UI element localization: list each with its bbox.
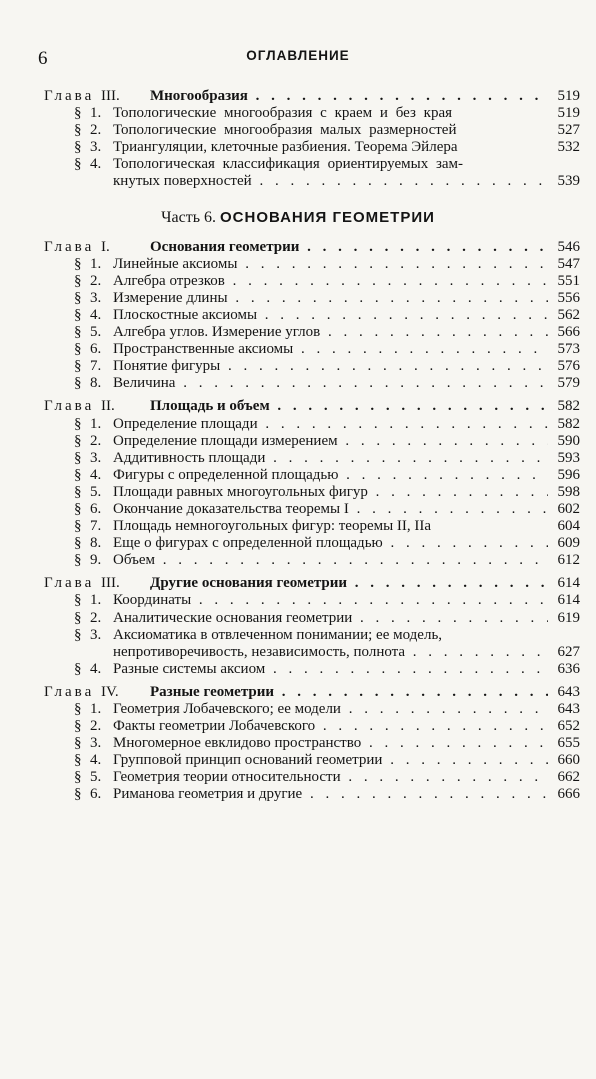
section-sign: §: [74, 626, 82, 643]
entry-text: Алгебра углов. Измерение углов . . .: [113, 324, 548, 341]
page-ref: 609: [557, 535, 580, 552]
section-number: 6.: [90, 786, 102, 803]
toc-entry: [0, 592, 596, 609]
chapter-label: Глава II.: [44, 398, 115, 415]
section-sign: §: [74, 306, 82, 323]
toc-chapter: [0, 575, 596, 592]
section-number: 1.: [90, 415, 102, 432]
section-sign: §: [74, 466, 82, 483]
page-ref: 604: [557, 518, 580, 535]
chapter-label: Глава I.: [44, 238, 110, 255]
page-ref: 582: [557, 398, 580, 415]
section-number: 1.: [90, 592, 102, 609]
section-number: 2.: [90, 609, 102, 626]
section-sign: §: [74, 272, 82, 289]
toc-entry: [0, 324, 596, 341]
toc-entry: [0, 518, 596, 535]
section-sign: §: [74, 769, 82, 786]
page-ref: 551: [557, 272, 580, 289]
section-number: 5.: [90, 483, 102, 500]
toc-chapter: [0, 398, 596, 415]
section-number: 1.: [90, 105, 102, 122]
entry-text: Площадь немногоугольных фигур: теоремы II, IIa: [113, 518, 432, 535]
toc-entry: [0, 256, 596, 273]
section-number: 4.: [90, 156, 102, 173]
section-number: 8.: [90, 535, 102, 552]
section-sign: §: [74, 718, 82, 735]
toc-chapter: [0, 239, 596, 256]
part-title: ОСНОВАНИЯ ГЕОМЕТРИИ: [220, 208, 435, 226]
part-heading: [0, 203, 596, 233]
section-sign: §: [74, 535, 82, 552]
toc-entry: [0, 769, 596, 786]
page-ref: 643: [557, 701, 580, 717]
toc-entry: [0, 156, 596, 173]
entry-text: кнутых поверхностей . . .: [113, 173, 548, 190]
section-sign: §: [74, 358, 82, 375]
page-ref: 532: [557, 139, 580, 156]
section-sign: §: [74, 105, 82, 122]
section-sign: §: [74, 375, 82, 392]
chapter-label: Глава IV.: [44, 683, 119, 700]
page-ref: 593: [557, 449, 580, 466]
page-ref: 576: [557, 358, 580, 375]
toc-entry: [0, 139, 596, 156]
entry-text: Алгебра отрезков . . .: [113, 273, 548, 290]
toc-entry-continuation: [0, 644, 596, 661]
entry-text: Геометрия Лобачевского; ее модели . . .: [113, 701, 548, 718]
section-sign: §: [74, 500, 82, 517]
section-sign: §: [74, 255, 82, 272]
chapter-label: Глава III.: [44, 575, 120, 592]
page-ref: 566: [557, 324, 580, 341]
toc-entry: [0, 341, 596, 358]
toc-entry: [0, 450, 596, 467]
page-ref: 590: [557, 432, 580, 449]
page-ref: 627: [557, 643, 580, 660]
page-ref: 614: [557, 575, 580, 592]
page-ref: 519: [557, 88, 580, 104]
entry-text: Величина . . .: [113, 375, 548, 392]
toc-entry: [0, 752, 596, 769]
section-number: 2.: [90, 272, 102, 289]
entry-text: Топологические многообразия с краем и без края: [113, 105, 452, 122]
table-of-contents: [0, 88, 596, 804]
toc-entry: [0, 786, 596, 803]
section-sign: §: [74, 592, 82, 609]
section-number: 3.: [90, 735, 102, 752]
entry-text: Факты геометрии Лобачевского . . .: [113, 718, 548, 735]
section-number: 7.: [90, 358, 102, 375]
section-number: 2.: [90, 122, 102, 139]
page-ref: 662: [557, 769, 580, 786]
toc-entry: [0, 610, 596, 627]
page-ref: 546: [557, 238, 580, 255]
toc-entry: [0, 501, 596, 518]
entry-text: Определение площади измерением . . .: [113, 433, 548, 450]
page-ref: 598: [557, 483, 580, 500]
section-number: 3.: [90, 289, 102, 306]
toc-entry: [0, 718, 596, 735]
entry-text: Аналитические основания геометрии . . .: [113, 610, 548, 627]
page-ref: 619: [557, 609, 580, 626]
entry-text: Плоскостные аксиомы . . .: [113, 307, 548, 324]
toc-entry: [0, 273, 596, 290]
page-ref: 596: [557, 466, 580, 483]
toc-entry: [0, 307, 596, 324]
section-sign: §: [74, 449, 82, 466]
section-number: 4.: [90, 466, 102, 483]
section-sign: §: [74, 483, 82, 500]
section-sign: §: [74, 660, 82, 677]
toc-entry: [0, 661, 596, 678]
section-sign: §: [74, 122, 82, 139]
page-ref: 602: [557, 500, 580, 517]
entry-text: Площади равных многоугольных фигур . . .: [113, 484, 548, 501]
toc-entry: [0, 290, 596, 307]
entry-text: Топологическая классификация ориентируемых зам-: [113, 156, 464, 173]
page-ref: 582: [557, 415, 580, 432]
section-number: 8.: [90, 375, 102, 392]
section-number: 5.: [90, 324, 102, 341]
section-sign: §: [74, 415, 82, 432]
section-number: 7.: [90, 518, 102, 535]
page-ref: 547: [557, 255, 580, 272]
section-sign: §: [74, 735, 82, 752]
page-title: ОГЛАВЛЕНИЕ: [246, 48, 350, 63]
entry-text: Координаты . . .: [113, 592, 548, 609]
page-ref: 539: [557, 173, 580, 190]
section-sign: §: [74, 324, 82, 341]
toc-entry: [0, 105, 596, 122]
entry-text: Пространственные аксиомы . . .: [113, 341, 548, 358]
toc-entry: [0, 627, 596, 644]
entry-text: Понятие фигуры . . .: [113, 358, 548, 375]
entry-text: Групповой принцип оснований геометрии . . .: [113, 752, 548, 769]
section-sign: §: [74, 552, 82, 569]
entry-text: Разные системы аксиом . . .: [113, 661, 548, 678]
entry-text: Окончание доказательства теоремы I . . .: [113, 501, 548, 518]
chapter-title: Основания геометрии . . .: [150, 239, 548, 256]
section-sign: §: [74, 752, 82, 769]
section-number: 3.: [90, 139, 102, 156]
toc-chapter: [0, 88, 596, 105]
section-sign: §: [74, 786, 82, 803]
section-number: 1.: [90, 701, 102, 717]
page-ref: 655: [557, 735, 580, 752]
page-ref: 527: [557, 122, 580, 139]
section-number: 6.: [90, 341, 102, 358]
entry-text: непротиворечивость, независимость, полнота . . .: [113, 644, 548, 661]
page-ref: 612: [557, 552, 580, 569]
page-ref: 614: [557, 592, 580, 609]
toc-entry: [0, 467, 596, 484]
page-ref: 556: [557, 289, 580, 306]
section-number: 2.: [90, 718, 102, 735]
toc-entry: [0, 552, 596, 569]
toc-entry: [0, 122, 596, 139]
chapter-title: Другие основания геометрии . . .: [150, 575, 548, 592]
toc-entry: [0, 375, 596, 392]
page-ref: 643: [557, 683, 580, 700]
toc-entry: [0, 433, 596, 450]
page-number: 6: [38, 48, 48, 69]
page-ref: 562: [557, 306, 580, 323]
section-number: 3.: [90, 449, 102, 466]
page-ref: 652: [557, 718, 580, 735]
section-number: 1.: [90, 255, 102, 272]
page-ref: 573: [557, 341, 580, 358]
section-sign: §: [74, 156, 82, 173]
section-number: 5.: [90, 769, 102, 786]
section-number: 2.: [90, 432, 102, 449]
chapter-title: Многообразия . . .: [150, 88, 548, 105]
section-number: 4.: [90, 660, 102, 677]
page-ref: 579: [557, 375, 580, 392]
section-number: 4.: [90, 306, 102, 323]
entry-text: Риманова геометрия и другие . . .: [113, 786, 548, 803]
entry-text: Геометрия теории относительности . . .: [113, 769, 548, 786]
section-sign: §: [74, 341, 82, 358]
chapter-title: Площадь и объем . . .: [150, 398, 548, 415]
toc-entry: [0, 358, 596, 375]
entry-text: Объем . . .: [113, 552, 548, 569]
part-label: Часть 6.: [161, 208, 216, 226]
section-sign: §: [74, 139, 82, 156]
toc-entry: [0, 735, 596, 752]
toc-entry: [0, 535, 596, 552]
entry-text: Определение площади . . .: [113, 416, 548, 433]
page-header: [0, 44, 596, 68]
toc-chapter: [0, 684, 596, 701]
section-number: 3.: [90, 626, 102, 643]
toc-entry: [0, 416, 596, 433]
toc-entry-continuation: [0, 173, 596, 190]
section-sign: §: [74, 609, 82, 626]
entry-text: Фигуры с определенной площадью . . .: [113, 467, 548, 484]
page-ref: 660: [557, 752, 580, 769]
toc-entry: [0, 484, 596, 501]
section-sign: §: [74, 701, 82, 717]
page-ref: 636: [557, 660, 580, 677]
section-number: 6.: [90, 500, 102, 517]
entry-text: Триангуляции, клеточные разбиения. Теорема Эйлера: [113, 139, 458, 156]
toc-entry: [0, 701, 596, 718]
entry-text: Многомерное евклидово пространство . . .: [113, 735, 548, 752]
chapter-title: Разные геометрии . . .: [150, 684, 548, 701]
entry-text: Измерение длины . . .: [113, 290, 548, 307]
section-sign: §: [74, 518, 82, 535]
section-number: 4.: [90, 752, 102, 769]
chapter-label: Глава III.: [44, 88, 120, 104]
entry-text: Аксиоматика в отвлеченном понимании; ее модель,: [113, 626, 443, 643]
entry-text: Топологические многообразия малых размерностей: [113, 122, 457, 139]
section-sign: §: [74, 432, 82, 449]
section-sign: §: [74, 289, 82, 306]
page-ref: 666: [557, 786, 580, 803]
section-number: 9.: [90, 552, 102, 569]
entry-text: Еще о фигурах с определенной площадью . . .: [113, 535, 548, 552]
page-ref: 519: [557, 105, 580, 122]
entry-text: Аддитивность площади . . .: [113, 450, 548, 467]
entry-text: Линейные аксиомы . . .: [113, 256, 548, 273]
